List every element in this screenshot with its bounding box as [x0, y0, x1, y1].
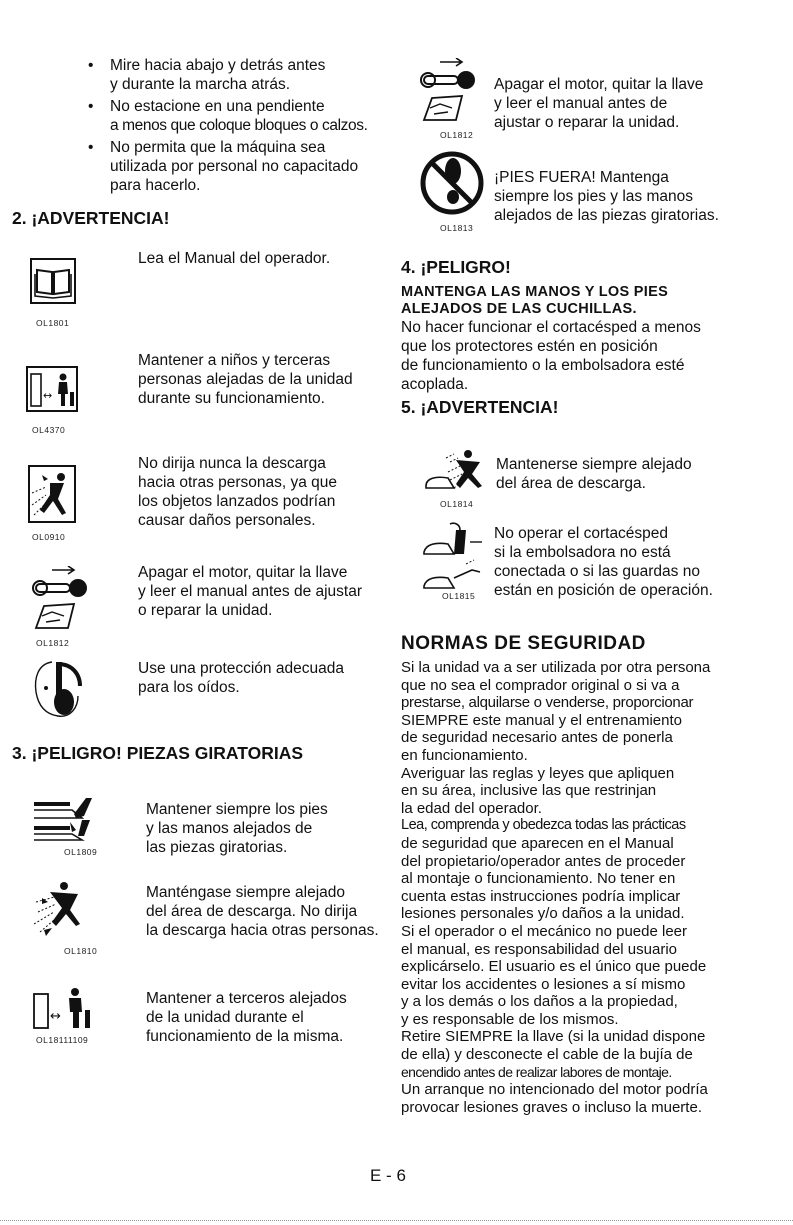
discharge-area-icon — [424, 448, 490, 494]
warning-text: ¡PIES FUERA! Mantenga siempre los pies y las manos alejados de las piezas giratorias. — [494, 169, 719, 224]
manual-book-icon — [30, 258, 76, 304]
warning-text: Use una protección adecuada para los oídos. — [138, 660, 344, 696]
bystander-distance-icon — [26, 366, 78, 412]
warning-text: Mantener siempre los pies y las manos alejados de las piezas giratorias. — [146, 801, 328, 856]
label-code: OL1809 — [64, 847, 98, 857]
key-removal-icon — [418, 58, 480, 126]
thrown-objects-icon — [28, 465, 76, 523]
ear-protection-icon — [32, 658, 86, 720]
safety-rules-title: NORMAS DE SEGURIDAD — [401, 633, 646, 654]
svg-text:↔: ↔ — [50, 1009, 61, 1024]
section-4-text: No hacer funcionar el cortacésped a menos que los protectores estén en posición de funcionamiento o la embolsadora esté acoplada. — [401, 319, 701, 393]
page-bottom-rule — [0, 1220, 793, 1221]
label-code: OL1801 — [36, 318, 70, 328]
bullet-item: • No permita que la máquina sea utilizada por personal no capacitado para hacerlo. — [88, 139, 359, 194]
safety-rules-text: Si la unidad va a ser utilizada por otra persona que no sea el comprador original o si va a prestarse, alquilarse o venderse, proporcionar SIEMPRE este manual y el entrenamiento de seguridad necesario antes de ponerla en funcionamiento. Averiguar las reglas y leyes que apliquen en su área, inclusive las que restrinjan la edad del operador. Lea, comprenda y obedezca todas las prácticas de seguridad que aparecen en el Manual del propietario/operador antes de proceder al montaje o funcionamiento. No tener en cuenta estas instrucciones podría implicar lesiones personales y/o daños a la unidad. Si el operador o el mecánico no puede leer el manual, es responsabilidad del usuario explicárselo. El usuario es el único que puede evitar los accidentes o lesiones a sí mismo y a los demás o los daños a la propiedad, y es responsable de los mismos. Retire SIEMPRE la llave (si la unidad dispone de ella) y desconecte el cable de la bujía de encendido antes de realizar labores de montaje. Un arranque no intencionado del motor podría provocar lesiones graves o incluso la muerte. — [401, 659, 711, 1116]
label-code: OL1814 — [440, 499, 474, 509]
rotating-blade-icon — [32, 796, 100, 842]
key-removal-icon — [30, 566, 92, 632]
warning-text: Manténgase siempre alejado del área de descarga. No dirija la descarga hacia otras personas. — [146, 884, 379, 939]
label-code: OL1813 — [440, 223, 474, 233]
svg-text:↔: ↔ — [43, 389, 53, 402]
page-number: E - 6 — [370, 1166, 406, 1185]
section-4-title: 4. ¡PELIGRO! — [401, 257, 511, 277]
bullet-item: • Mire hacia abajo y detrás antes y durante la marcha atrás. — [88, 57, 326, 93]
label-code: OL0910 — [32, 532, 66, 542]
section-5-title: 5. ¡ADVERTENCIA! — [401, 397, 559, 417]
label-code: OL1812 — [36, 638, 70, 648]
label-code: OL1812 — [440, 130, 474, 140]
bystander-distance-icon — [30, 986, 96, 1032]
section-4-subtitle: MANTENGA LAS MANOS Y LOS PIES ALEJADOS DE LAS CUCHILLAS. — [401, 284, 669, 317]
no-feet-icon — [420, 145, 484, 223]
label-code: OL4370 — [32, 425, 66, 435]
label-code: OL1810 — [64, 946, 98, 956]
warning-text: Mantener a niños y terceras personas alejadas de la unidad durante su funcionamiento. — [138, 352, 353, 407]
warning-text: Mantener a terceros alejados de la unidad durante el funcionamiento de la misma. — [146, 990, 347, 1045]
label-code: OL1815 — [442, 591, 476, 601]
warning-text: No dirija nunca la descarga hacia otras personas, ya que los objetos lanzados podrían causar daños personales. — [138, 455, 338, 529]
discharge-area-icon — [34, 880, 90, 942]
warning-text: Apagar el motor, quitar la llave y leer el manual antes de ajustar o reparar la unidad. — [494, 76, 704, 131]
section-2-title: 2. ¡ADVERTENCIA! — [12, 208, 170, 228]
warning-text: No operar el cortacésped si la embolsadora no está conectada o si las guardas no están en posición de operación. — [494, 525, 713, 599]
label-code: OL18111109 — [36, 1035, 89, 1045]
bagger-guard-icon — [422, 520, 488, 596]
warning-text: Apagar el motor, quitar la llave y leer el manual antes de ajustar o reparar la unidad. — [138, 564, 363, 619]
warning-text: Mantenerse siempre alejado del área de descarga. — [496, 456, 692, 492]
warning-text: Lea el Manual del operador. — [138, 250, 331, 267]
section-3-title: 3. ¡PELIGRO! PIEZAS GIRATORIAS — [12, 743, 304, 763]
bullet-item: • No estacione en una pendiente a menos que coloque bloques o calzos. — [88, 98, 368, 134]
